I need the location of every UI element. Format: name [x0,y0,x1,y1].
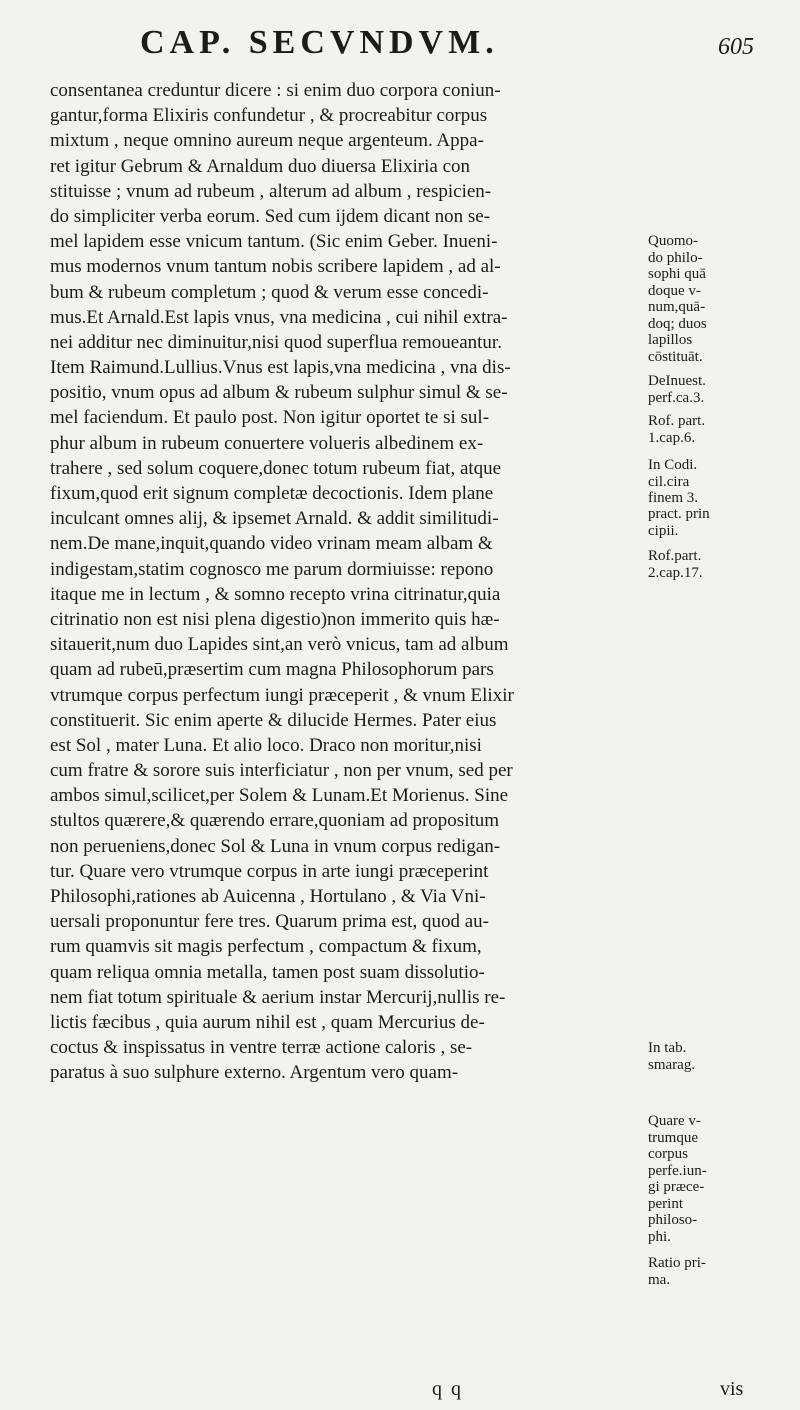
text-line: mixtum , neque omnino aureum neque argenteum. Appa- [50,130,484,152]
margin-note-line: perf.ca.3. [648,389,705,406]
text-line: ret igitur Gebrum & Arnaldum duo diuersa Elixiria con [50,155,471,177]
margin-note-line: gi præce- [648,1179,705,1195]
text-line: Item Raimund.Lullius.Vnus est lapis,vna medicina , vna dis- [50,357,511,379]
text-line: uersali proponuntur fere tres. Quarum prima est, quod au- [50,911,489,933]
margin-note-line: finem 3. [648,490,698,506]
margin-note [648,413,798,446]
margin-note-line: Quare v- [648,1113,701,1129]
text-line: trahere , sed solum coquere,donec totum rubeum fiat, atque [50,457,502,479]
text-line: non perueniens,donec Sol & Luna in vnum corpus redigan- [50,835,501,857]
text-line: sitauerit,num duo Lapides sint,an verò vnicus, tam ad album [50,634,509,656]
margin-note-line: lapillos [648,332,693,348]
margin-note [648,233,798,365]
margin-note-line: ma. [648,1271,671,1288]
text-line: consentanea creduntur dicere : si enim duo corpora coniun- [50,80,501,101]
margin-note-line: 1.cap.6. [648,429,696,446]
margin-note [648,1040,798,1073]
signature-mark: q q [432,1378,463,1400]
text-line: vtrumque corpus perfectum iungi præceperit , & vnum Elixir [50,684,514,706]
margin-note-line: In tab. [648,1040,687,1056]
text-line: fixum,quod erit signum completæ decoctionis. Idem plane [50,483,494,504]
margin-note-line: phi. [648,1228,671,1245]
margin-note [648,457,798,507]
margin-note [648,548,798,581]
margin-note-line: doq; duos [648,315,707,332]
text-line: phur album in rubeum conuertere volueris albedinem ex- [50,432,484,454]
text-line: stultos quærere,& quærendo errare,quoniam ad propositum [50,810,500,832]
text-line: tur. Quare vero vtrumque corpus in arte iungi præceperint [50,860,489,882]
margin-note-line: 2.cap.17. [648,564,703,581]
text-line: paratus à suo sulphure externo. Argentum vero quam- [50,1062,459,1084]
main-text-block [50,78,645,1086]
margin-note-line: Rof.part. [648,548,702,564]
margin-note [648,1255,798,1288]
margin-note-line: cil.cira [648,473,690,490]
margin-note [648,1113,798,1245]
text-line: stituisse ; vnum ad rubeum , alterum ad album , respicien- [50,180,492,202]
text-line: rum quamvis sit magis perfectum , compactum & fixum, [50,936,482,958]
text-line: mel lapidem esse vnicum tantum. (Sic enim Geber. Inueni- [50,231,498,253]
text-line: citrinatio non est nisi plena digestio)non immerito quis hæ- [50,608,500,630]
margin-note-line: do philo- [648,249,703,266]
text-line: gantur,forma Elixiris confundetur , & procreabitur corpus [50,105,488,127]
text-line: lictis fæcibus , quia aurum nihil est , quam Mercurius de- [50,1011,485,1033]
margin-note-line: doque v- [648,282,701,299]
text-line: nem.De mane,inquit,quando video vrinam meam albam & [50,533,493,555]
margin-note-line: cōstituāt. [648,348,703,365]
margin-note [648,506,798,539]
margin-note-line: Ratio pri- [648,1255,706,1271]
margin-note-line: perfe.iun- [648,1162,707,1179]
text-line: nem fiat totum spirituale & aerium instar Mercurij,nullis re- [50,986,506,1008]
margin-note-line: pract. prin [648,506,710,522]
margin-note-line: smarag. [648,1056,696,1073]
text-line: ambos simul,scilicet,per Solem & Lunam.Et Morienus. Sine [50,785,509,807]
text-line: itaque me in lectum , & somno recepto vrina citrinatur,quia [50,583,501,605]
catchword: vis [720,1378,744,1400]
margin-note-line: Quomo- [648,233,698,249]
margin-note-line: sophi quā [648,266,706,282]
text-line: inculcant omnes alij, & ipsemet Arnald. & addit similitudi- [50,508,499,530]
text-line: Philosophi,rationes ab Auicenna , Hortulano , & Via Vni- [50,886,486,907]
margin-note-line: DeInuest. [648,373,706,389]
margin-note-line: trumque [648,1129,698,1146]
running-head: CAP. SECVNDVM. [140,24,499,61]
text-line: mel faciendum. Et paulo post. Non igitur oportet te si sul- [50,407,490,429]
text-line: bum & rubeum completum ; quod & verum esse concedi- [50,281,489,303]
text-line: coctus & inspissatus in ventre terræ actione caloris , se- [50,1037,473,1059]
text-line: nei additur nec diminuitur,nisi quod superflua remoueantur. [50,331,502,353]
text-line: mus modernos vnum tantum nobis scribere lapidem , ad al- [50,256,501,278]
page-number: 605 [718,34,754,60]
margin-note-line: philoso- [648,1212,698,1228]
margin-note-line: corpus [648,1146,688,1162]
margin-note [648,373,798,406]
text-line: mus.Et Arnald.Est lapis vnus, vna medicina , cui nihil extra- [50,306,508,328]
margin-note-line: Rof. part. [648,413,706,429]
text-line: do simpliciter verba eorum. Sed cum ijdem dicant non se- [50,205,491,227]
margin-note-line: In Codi. [648,457,698,473]
text-line: positio, vnum opus ad album & rubeum sulphur simul & se- [50,382,508,404]
text-line: est Sol , mater Luna. Et alio loco. Draco non moritur,nisi [50,734,482,756]
text-line: cum fratre & sorore suis interficiatur , non per vnum, sed per [50,760,513,782]
margin-note-line: cipii. [648,522,679,539]
text-line: quam ad rubeū,præsertim cum magna Philosophorum pars [50,659,494,681]
margin-note-line: perint [648,1195,683,1212]
text-line: quam reliqua omnia metalla, tamen post suam dissolutio- [50,961,485,983]
text-line: indigestam,statim cognosco me parum dormiuisse: repono [50,558,494,580]
margin-note-line: num,quā- [648,299,706,315]
text-line: constituerit. Sic enim aperte & dilucide Hermes. Pater eius [50,709,497,731]
